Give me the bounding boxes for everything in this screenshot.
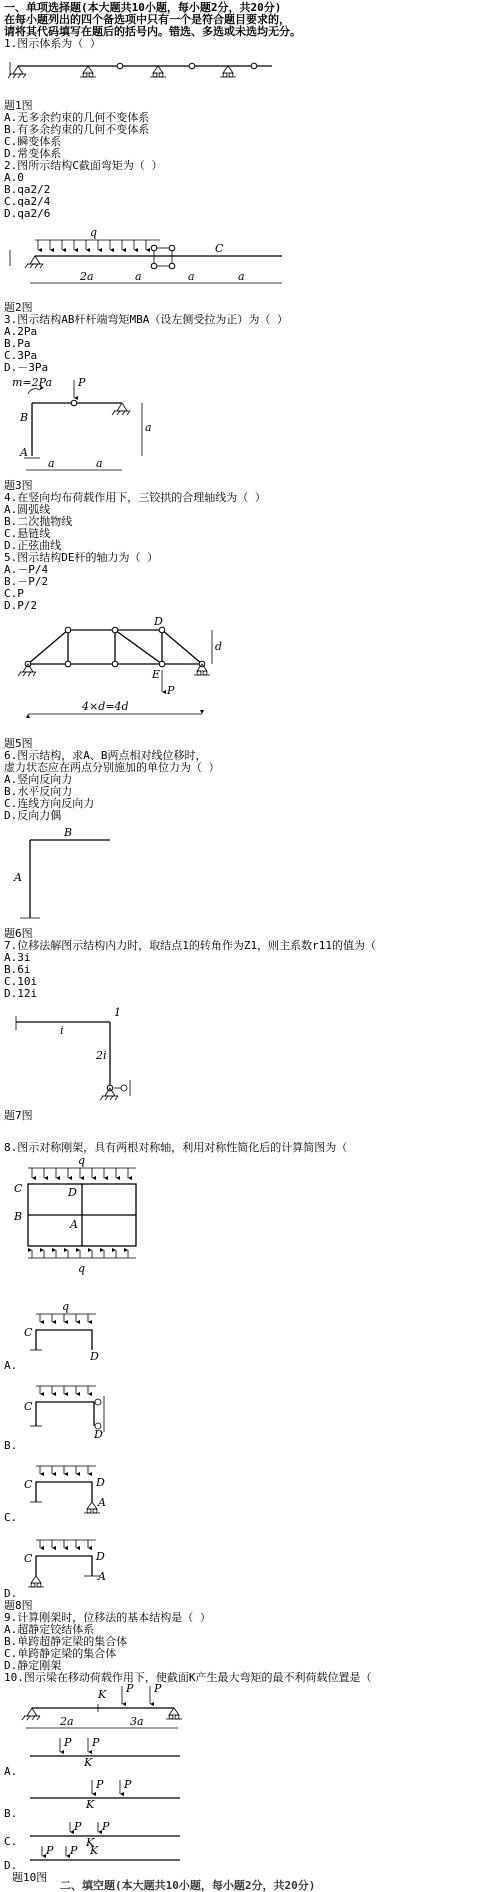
q8-option-b-figure xyxy=(22,1376,132,1441)
svg-text:P: P xyxy=(154,1682,162,1695)
option-a[interactable]: A.竖向反向力 xyxy=(4,773,73,786)
option-c[interactable]: C.P xyxy=(4,587,24,600)
svg-text:m=2Pa: m=2Pa xyxy=(12,376,53,389)
option-a[interactable]: A.无多余约束的几何不变体系 xyxy=(4,111,150,124)
question-5-stem: 5.图示结构DE杆的轴力为（ ） xyxy=(4,551,159,564)
svg-text:A: A xyxy=(20,446,28,459)
option-d[interactable]: D.静定刚架 xyxy=(4,1659,62,1672)
question-5-figure xyxy=(12,615,223,738)
option-c[interactable]: C.瞬变体系 xyxy=(4,135,62,148)
option-b[interactable]: B.单跨超静定梁的集合体 xyxy=(4,1635,128,1648)
figure-caption: 题10图 xyxy=(12,1871,48,1884)
svg-text:2a: 2a xyxy=(80,270,94,283)
instruction-line: 请将其代码填写在题后的括号内。错选、多选或未选均无分。 xyxy=(4,25,301,38)
option-b[interactable]: B.qa2/2 xyxy=(4,183,51,196)
svg-text:A: A xyxy=(98,1570,106,1583)
question-8-stem: 8.图示对称刚架，具有两根对称轴，利用对称性简化后的计算简图为（ xyxy=(4,1141,348,1154)
svg-text:B: B xyxy=(20,411,29,424)
question-6-figure xyxy=(10,826,120,926)
svg-text:C: C xyxy=(24,1400,33,1413)
svg-text:K: K xyxy=(98,1688,107,1701)
svg-text:B: B xyxy=(64,826,73,839)
svg-text:a: a xyxy=(96,457,103,470)
question-8-figure xyxy=(10,1156,150,1296)
option-a[interactable]: A.3i xyxy=(4,951,31,964)
section-title: 一、单项选择题(本大题共10小题，每小题2分，共20分) xyxy=(4,1,282,14)
svg-text:P: P xyxy=(64,1736,72,1749)
svg-text:a: a xyxy=(135,270,142,283)
option-d[interactable]: D.12i xyxy=(4,987,38,1000)
option-c[interactable]: C.3Pa xyxy=(4,349,38,362)
option-b[interactable]: B.有多余约束的几何不变体系 xyxy=(4,123,150,136)
option-a[interactable]: A.超静定铰结体系 xyxy=(4,1623,95,1636)
option-b[interactable]: B.二次抛物线 xyxy=(4,515,73,528)
question-10-stem: 10.图示梁在移动荷载作用下，使截面K产生最大弯矩的最不利荷载位置是（ xyxy=(4,1671,372,1684)
option-d[interactable]: D. xyxy=(4,1859,18,1872)
option-d[interactable]: D.P/2 xyxy=(4,599,38,612)
svg-text:a: a xyxy=(238,270,245,283)
svg-text:a: a xyxy=(188,270,195,283)
option-c[interactable]: C. xyxy=(4,1835,18,1848)
svg-text:a: a xyxy=(48,457,55,470)
option-c[interactable]: C.悬链线 xyxy=(4,527,51,540)
svg-text:2i: 2i xyxy=(96,1049,107,1062)
option-c[interactable]: C.连线方向反向力 xyxy=(4,797,95,810)
svg-text:D: D xyxy=(90,1350,99,1363)
figure-caption: 题5图 xyxy=(4,737,33,750)
option-c[interactable]: C.qa2/4 xyxy=(4,195,51,208)
svg-text:P: P xyxy=(126,1682,134,1695)
q8-option-d-figure xyxy=(22,1530,122,1586)
option-b[interactable]: B.6i xyxy=(4,963,31,976)
svg-text:P: P xyxy=(74,1820,82,1833)
figure-caption: 题1图 xyxy=(4,99,33,112)
q8-option-a-figure xyxy=(22,1300,112,1363)
q10-option-c-figure xyxy=(10,1820,180,1849)
option-d[interactable]: D.－3Pa xyxy=(4,361,49,374)
svg-text:D: D xyxy=(96,1550,105,1563)
option-b[interactable]: B. xyxy=(4,1439,18,1452)
option-d[interactable]: D. xyxy=(4,1587,18,1600)
question-9-stem: 9.计算刚架时，位移法的基本结构是（ ） xyxy=(4,1611,211,1624)
svg-text:K: K xyxy=(84,1756,93,1769)
option-c[interactable]: C.单跨静定梁的集合体 xyxy=(4,1647,117,1660)
svg-text:D: D xyxy=(154,615,163,628)
svg-text:P: P xyxy=(46,1844,54,1857)
svg-text:C: C xyxy=(24,1552,33,1565)
option-b[interactable]: B.－P/2 xyxy=(4,575,49,588)
svg-text:D: D xyxy=(96,1476,105,1489)
question-6-stem: 虚力状态应在两点分别施加的单位力为（ ） xyxy=(4,761,220,774)
svg-text:2a: 2a xyxy=(60,1715,74,1728)
option-d[interactable]: D.常变体系 xyxy=(4,147,62,160)
svg-text:P: P xyxy=(70,1844,78,1857)
svg-text:D: D xyxy=(94,1428,103,1441)
question-1-figure xyxy=(10,52,270,92)
option-a[interactable]: A.－P/4 xyxy=(4,563,49,576)
svg-text:P: P xyxy=(102,1820,110,1833)
q8-option-c-figure xyxy=(22,1456,122,1512)
svg-text:K: K xyxy=(86,1798,95,1811)
svg-text:D: D xyxy=(68,1186,77,1199)
question-6-stem: 6.图示结构，求A、B两点相对线位移时， xyxy=(4,749,207,762)
question-1-stem: 1.图示体系为（ ） xyxy=(4,37,101,50)
svg-text:B: B xyxy=(14,1210,23,1223)
option-d[interactable]: D.qa2/6 xyxy=(4,207,51,220)
option-a[interactable]: A.2Pa xyxy=(4,325,38,338)
svg-text:3a: 3a xyxy=(130,1715,144,1728)
figure-caption: 题7图 xyxy=(4,1109,33,1122)
option-d[interactable]: D.反向力偶 xyxy=(4,809,62,822)
svg-text:q: q xyxy=(62,1300,70,1313)
figure-caption: 题3图 xyxy=(4,479,33,492)
option-a[interactable]: A.0 xyxy=(4,171,24,184)
option-b[interactable]: B.水平反向力 xyxy=(4,785,73,798)
svg-text:K: K xyxy=(90,1844,99,1857)
option-a[interactable]: A.圆弧线 xyxy=(4,503,51,516)
instruction-line: 在每小题列出的四个备选项中只有一个是符合题目要求的， xyxy=(4,13,290,26)
option-c[interactable]: C.10i xyxy=(4,975,38,988)
svg-text:A: A xyxy=(70,1218,78,1231)
q10-option-a-figure xyxy=(10,1736,180,1769)
option-a[interactable]: A. xyxy=(4,1765,18,1778)
svg-text:K: K xyxy=(86,1836,95,1849)
option-d[interactable]: D.正弦曲线 xyxy=(4,539,62,552)
svg-text:a: a xyxy=(145,421,152,434)
option-b[interactable]: B. xyxy=(4,1807,18,1820)
option-b[interactable]: B.Pa xyxy=(4,337,31,350)
figure-caption: 题8图 xyxy=(4,1599,33,1612)
svg-text:i: i xyxy=(60,1024,64,1037)
svg-text:P: P xyxy=(92,1736,100,1749)
question-3-figure xyxy=(10,376,150,476)
figure-caption: 题6图 xyxy=(4,927,33,940)
option-c[interactable]: C. xyxy=(4,1511,18,1524)
svg-text:1: 1 xyxy=(114,1006,121,1019)
svg-text:q: q xyxy=(78,1154,86,1167)
svg-text:A: A xyxy=(14,871,22,884)
svg-text:P: P xyxy=(96,1778,104,1791)
svg-text:C: C xyxy=(14,1182,23,1195)
svg-text:P: P xyxy=(78,376,86,389)
svg-text:E: E xyxy=(152,668,161,681)
svg-text:d: d xyxy=(215,640,223,653)
next-section-title: 二、填空题(本大题共10小题，每小题2分，共20分) xyxy=(60,1879,316,1892)
question-7-figure xyxy=(10,1004,150,1108)
svg-text:P: P xyxy=(167,684,175,697)
svg-text:4×d=4d: 4×d=4d xyxy=(82,700,129,713)
svg-text:C: C xyxy=(24,1478,33,1491)
question-4-stem: 4.在竖向均布荷载作用下，三铰拱的合理轴线为（ ） xyxy=(4,491,266,504)
question-7-stem: 7.位移法解图示结构内力时，取结点1的转角作为Z1，则主系数r11的值为（ xyxy=(4,939,376,952)
question-3-stem: 3.图示结构AB杆杆端弯矩MBA（设左侧受拉为正）为（ ） xyxy=(4,313,288,326)
q10-option-d-figure xyxy=(10,1846,180,1866)
figure-caption: 题2图 xyxy=(4,301,33,314)
svg-text:C: C xyxy=(215,242,224,255)
option-a[interactable]: A. xyxy=(4,1359,18,1372)
q10-option-b-figure xyxy=(10,1778,180,1811)
svg-text:C: C xyxy=(24,1326,33,1339)
question-10-figure xyxy=(10,1684,180,1734)
svg-text:q: q xyxy=(78,1262,86,1275)
svg-text:A: A xyxy=(98,1496,106,1509)
question-2-stem: 2.图所示结构C截面弯矩为（ ） xyxy=(4,159,163,172)
svg-text:P: P xyxy=(124,1778,132,1791)
svg-text:q: q xyxy=(90,226,98,239)
question-2-figure xyxy=(10,228,280,298)
